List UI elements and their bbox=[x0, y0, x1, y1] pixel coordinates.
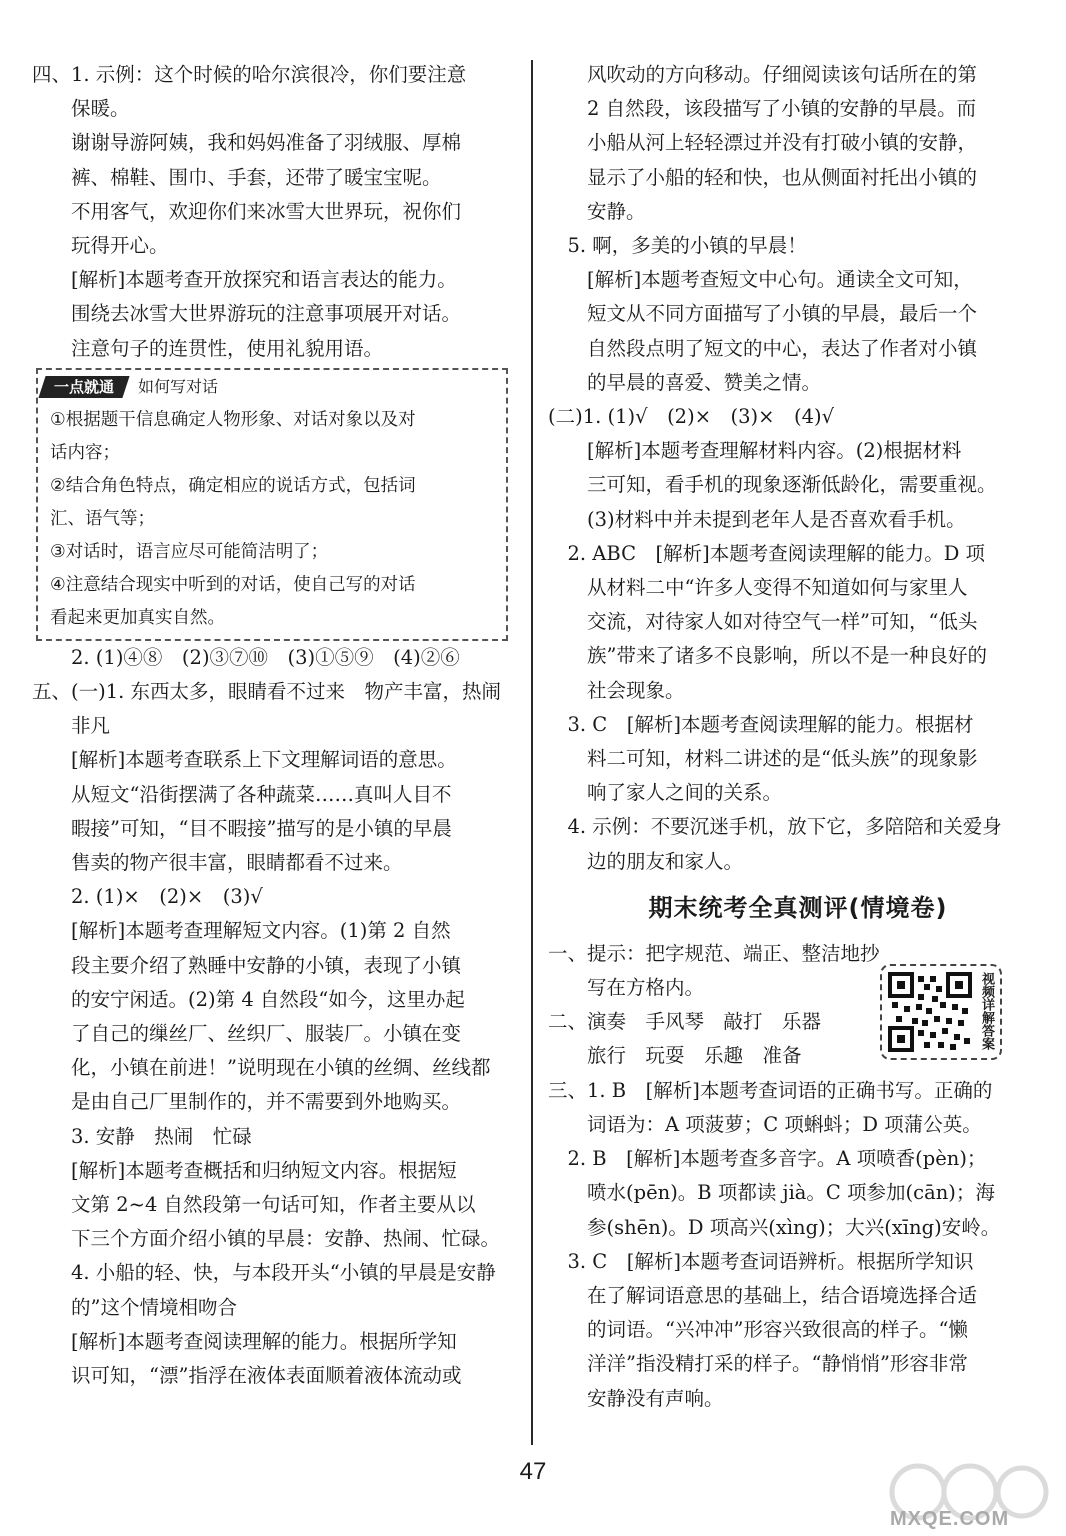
answer-block-continued bbox=[548, 58, 1048, 879]
tip-line: ③对话时，语言应尽可能简洁明了； bbox=[50, 541, 329, 562]
answer-line: 参(shēn)。D 项高兴(xìng)；大兴(xīng)安岭。 bbox=[548, 1215, 1001, 1239]
answer-line: 2. (1)× (2)× (3)√ bbox=[32, 885, 263, 909]
answer-line: 了自己的缫丝厂、丝织厂、服装厂。小镇在变 bbox=[32, 1022, 462, 1046]
answer-line: (3)材料中并未提到老年人是否喜欢看手机。 bbox=[548, 507, 966, 531]
answer-line: 在了解词语意思的基础上，结合语境选择合适 bbox=[548, 1283, 978, 1307]
answer-line: 的安宁闲适。(2)第 4 自然段“如今，这里办起 bbox=[32, 987, 465, 1011]
tip-line: ④注意结合现实中听到的对话，使自己写的对话 bbox=[50, 574, 416, 595]
answer-line: [解析]本题考查联系上下文理解词语的意思。 bbox=[32, 748, 457, 772]
answer-line: 是由自己厂里制作的，并不需要到外地购买。 bbox=[32, 1090, 462, 1114]
answer-line: 段主要介绍了熟睡中安静的小镇，表现了小镇 bbox=[32, 953, 462, 977]
answer-line: 料二可知，材料二讲述的是“低头族”的现象影 bbox=[548, 747, 978, 771]
answer-line: 围绕去冰雪大世界游玩的注意事项展开对话。 bbox=[32, 302, 462, 326]
answer-line: [解析]本题考查理解材料内容。(2)根据材料 bbox=[548, 439, 962, 463]
answer-line: 暇接”可知，“目不暇接”描写的是小镇的早晨 bbox=[32, 816, 452, 840]
answer-line: 洋洋”指没精打采的样子。“静悄悄”形容非常 bbox=[548, 1352, 968, 1376]
qr-code-icon bbox=[888, 972, 972, 1052]
answer-line: [解析]本题考查阅读理解的能力。根据所学知 bbox=[32, 1329, 457, 1353]
answer-line: 四、1. 示例：这个时候的哈尔滨很冷，你们要注意 bbox=[32, 63, 467, 86]
column-divider bbox=[531, 60, 533, 1445]
tip-line: ②结合角色特点，确定相应的说话方式，包括词 bbox=[50, 475, 416, 496]
answer-line: 3. C [解析]本题考查词语辨析。根据所学知识 bbox=[548, 1249, 974, 1273]
answer-line: [解析]本题考查理解短文内容。(1)第 2 自然 bbox=[32, 919, 451, 943]
right-column bbox=[548, 58, 1048, 1416]
answer-line: 2. ABC [解析]本题考查阅读理解的能力。D 项 bbox=[548, 541, 986, 565]
tip-header bbox=[50, 370, 506, 404]
answer-line: 3. 安静 热闹 忙碌 bbox=[32, 1124, 252, 1148]
answer-line: 3. C [解析]本题考查阅读理解的能力。根据材 bbox=[548, 712, 974, 736]
tip-box bbox=[36, 368, 508, 641]
tip-badge-text: 一点就通 bbox=[54, 377, 115, 396]
answer-line: 2. (1)④⑧ (2)③⑦⑩ (3)①⑤⑨ (4)②⑥ bbox=[32, 645, 460, 669]
page-number: 47 bbox=[519, 1458, 547, 1485]
answer-line: [解析]本题考查短文中心句。通读全文可知， bbox=[548, 268, 973, 292]
answer-line: 从短文“沿街摆满了各种蔬菜……真叫人目不 bbox=[32, 782, 452, 806]
answer-line: 玩得开心。 bbox=[32, 234, 169, 258]
left-column bbox=[32, 58, 520, 1393]
answer-line: 写在方格内。 bbox=[548, 976, 705, 1000]
answer-line: 从材料二中“许多人变得不知道如何与家里人 bbox=[548, 576, 968, 600]
answer-line: 裤、棉鞋、围巾、手套，还带了暖宝宝呢。 bbox=[32, 165, 442, 189]
answer-line: 三、1. B [解析]本题考查词语的正确书写。正确的 bbox=[548, 1078, 993, 1102]
answer-line: 非凡 bbox=[32, 714, 111, 738]
answer-line: 谢谢导游阿姨，我和妈妈准备了羽绒服、厚棉 bbox=[32, 131, 462, 155]
tip-line: 话内容； bbox=[50, 442, 120, 463]
answer-line: 词语为：A 项菠萝；C 项蝌蚪；D 项蒲公英。 bbox=[548, 1112, 982, 1136]
answer-line: 三可知，看手机的现象逐渐低龄化，需要重视。 bbox=[548, 473, 997, 497]
answer-line: 安静没有声响。 bbox=[548, 1386, 724, 1410]
answer-line: 旅行 玩耍 乐趣 准备 bbox=[548, 1044, 802, 1068]
answer-line: 边的朋友和家人。 bbox=[548, 849, 744, 873]
answer-line: 显示了小船的轻和快，也从侧面衬托出小镇的 bbox=[548, 165, 978, 189]
answer-line: 的”这个情境相吻合 bbox=[32, 1295, 237, 1319]
watermark-text: MXQE.COM bbox=[890, 1508, 1010, 1530]
answer-line: 下三个方面介绍小镇的早晨：安静、热闹、忙碌。 bbox=[32, 1227, 501, 1251]
answer-line: [解析]本题考查概括和归纳短文内容。根据短 bbox=[32, 1158, 457, 1182]
answer-line: 小船从河上轻轻漂过并没有打破小镇的安静， bbox=[548, 131, 978, 155]
answer-line: 族”带来了诸多不良影响，所以不是一种良好的 bbox=[548, 644, 987, 668]
answer-block-five bbox=[32, 641, 520, 1393]
tip-title: 如何写对话 bbox=[138, 377, 219, 397]
answer-line: 社会现象。 bbox=[548, 678, 685, 702]
answer-line: 不用客气，欢迎你们来冰雪大世界玩，祝你们 bbox=[32, 199, 462, 223]
answer-line: 二、演奏 手风琴 敲打 乐器 bbox=[548, 1010, 822, 1034]
tip-line: 汇、语气等； bbox=[50, 508, 155, 529]
answer-line: (二)1. (1)√ (2)× (3)× (4)√ bbox=[548, 405, 835, 429]
answer-line: 交流，对待家人如对待空气一样”可知，“低头 bbox=[548, 610, 978, 634]
answer-line: 五、(一)1. 东西太多，眼睛看不过来 物产丰富，热闹 bbox=[32, 680, 502, 704]
answer-line: 短文从不同方面描写了小镇的早晨，最后一个 bbox=[548, 302, 978, 326]
qr-caption: 视频详解答案 bbox=[979, 972, 994, 1050]
answer-line: 注意句子的连贯性，使用礼貌用语。 bbox=[32, 336, 384, 360]
answer-line: 保暖。 bbox=[32, 97, 130, 121]
tip-badge bbox=[38, 376, 129, 398]
tip-line: ①根据题干信息确定人物形象、对话对象以及对 bbox=[50, 409, 416, 430]
section-title: 期末统考全真测评(情境卷) bbox=[648, 893, 948, 922]
answer-line: 响了家人之间的关系。 bbox=[548, 781, 783, 805]
answer-line: 的词语。“兴冲冲”形容兴致很高的样子。“懒 bbox=[548, 1318, 968, 1342]
answer-block-four bbox=[32, 58, 520, 366]
tip-line: 看起来更加真实自然。 bbox=[50, 607, 225, 628]
answer-line: 自然段点明了短文的中心，表达了作者对小镇 bbox=[548, 336, 978, 360]
answer-line: 售卖的物产很丰富，眼睛都看不过来。 bbox=[32, 851, 403, 875]
answer-line: 化，小镇在前进！”说明现在小镇的丝绸、丝线都 bbox=[32, 1056, 491, 1080]
qr-code-box[interactable] bbox=[880, 964, 1002, 1060]
answer-line: 风吹动的方向移动。仔细阅读该句话所在的第 bbox=[548, 63, 978, 86]
answer-line: 4. 小船的轻、快，与本段开头“小镇的早晨是安静 bbox=[32, 1261, 496, 1285]
answer-line: 安静。 bbox=[548, 199, 646, 223]
answer-line: 喷水(pēn)。B 项都读 jià。C 项参加(cān)；海 bbox=[548, 1181, 995, 1205]
tip-body bbox=[50, 404, 506, 635]
answer-line: 识可知，“漂”指浮在液体表面顺着液体流动或 bbox=[32, 1364, 462, 1388]
answer-line: 的早晨的喜爱、赞美之情。 bbox=[548, 370, 822, 394]
answer-line: 5. 啊，多美的小镇的早晨！ bbox=[548, 234, 807, 258]
answer-line: [解析]本题考查开放探究和语言表达的能力。 bbox=[32, 268, 457, 292]
answer-line: 2. B [解析]本题考查多音字。A 项喷香(pèn)； bbox=[548, 1147, 987, 1171]
answer-line: 2 自然段，该段描写了小镇的安静的早晨。而 bbox=[548, 97, 977, 121]
answer-line: 文第 2~4 自然段第一句话可知，作者主要从以 bbox=[32, 1193, 476, 1217]
answer-line: 一、提示：把字规范、端正、整洁地抄 bbox=[548, 941, 880, 965]
answer-line: 4. 示例：不要沉迷手机，放下它，多陪陪和关爱身 bbox=[548, 815, 1002, 839]
